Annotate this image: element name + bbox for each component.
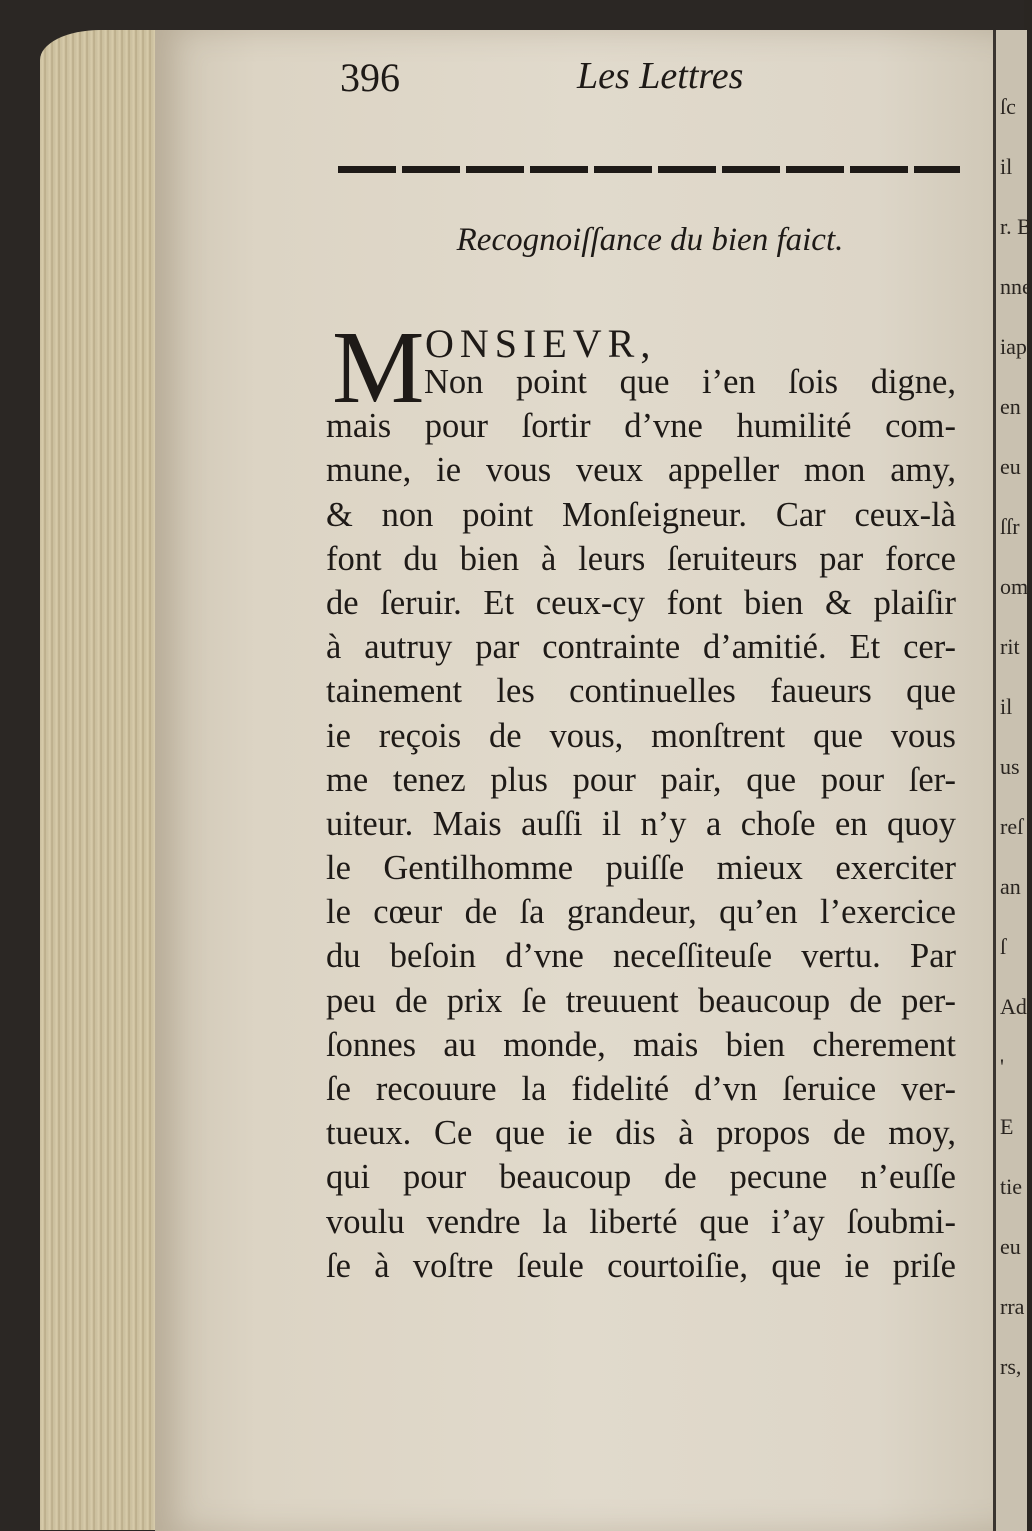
section-title: Recognoiſſance du bien faict. xyxy=(456,222,844,258)
facing-page-edge xyxy=(993,30,1032,1531)
facing-page-fragment: il xyxy=(1000,154,1013,179)
text-line: peu de prix ſe treuuent beaucoup de per- xyxy=(326,981,956,1020)
text-line: ie reçois de vous, monſtrent que vous xyxy=(326,716,956,755)
salutation: ONSIEVR, xyxy=(425,321,657,366)
text-line: le cœur de ſa grandeur, qu’en l’exercice xyxy=(326,893,956,932)
text-line: Non point que i’en ſois digne, xyxy=(424,363,956,401)
text-line: ſe recouure la fidelité d’vn ſeruice ver- xyxy=(326,1070,956,1108)
facing-page-fragment: Ad xyxy=(1000,994,1027,1019)
facing-page-fragment: eu xyxy=(1000,454,1021,479)
text-line: ſe à voſtre ſeule courtoiſie, que ie priſe xyxy=(326,1246,956,1285)
facing-page-fragment: r. B xyxy=(1000,214,1032,239)
facing-page-fragment: E xyxy=(1000,1114,1014,1139)
text-line: mune, ie vous veux appeller mon amy, xyxy=(326,451,956,490)
facing-page-fragment: ſc xyxy=(1000,94,1016,119)
text-line: à autruy par contrainte d’amitié. Et cer- xyxy=(326,628,956,667)
text-line: uiteur. Mais auſſi il n’y a choſe en quoy xyxy=(326,804,956,843)
text-line: & non point Monſeigneur. Car ceux-là xyxy=(326,495,956,534)
text-line: me tenez plus pour pair, que pour ſer- xyxy=(326,760,956,799)
page-header xyxy=(175,48,775,108)
facing-page-fragment: eu xyxy=(1000,1234,1021,1259)
text-line: le Gentilhomme puiſſe mieux exerciter xyxy=(326,849,956,888)
text-line: voulu vendre la liberté que i’ay ſoubmi- xyxy=(326,1202,956,1241)
letter-body xyxy=(326,360,956,1288)
facing-page-fragment: ſ xyxy=(1000,934,1007,959)
text-line: mais pour ſortir d’vne humilité com- xyxy=(326,407,956,446)
facing-page-fragment: an xyxy=(1000,874,1021,899)
text-line: tainement les continuelles faueurs que xyxy=(326,672,956,711)
facing-page-fragment: rra xyxy=(1000,1294,1025,1319)
facing-page-fragment: ' xyxy=(1000,1054,1004,1079)
header-rule xyxy=(338,166,960,173)
page-number: 396 xyxy=(340,55,400,100)
text-line: de ſeruir. Et ceux-cy font bien & plaiſir xyxy=(326,583,956,622)
facing-page-fragment: nne xyxy=(1000,274,1032,299)
text-line: qui pour beaucoup de pecune n’euſſe xyxy=(326,1158,956,1197)
facing-page-fragment: rs, xyxy=(1000,1354,1022,1379)
facing-page-fragment: en xyxy=(1000,394,1021,419)
text-line: tueux. Ce que ie dis à propos de moy, xyxy=(326,1114,956,1153)
facing-page-fragment: iap xyxy=(1000,334,1027,359)
running-head: Les Lettres xyxy=(577,55,744,97)
drop-cap: M xyxy=(332,310,425,425)
facing-page-fragment: il xyxy=(1000,694,1013,719)
text-line: font du bien à leurs ſeruiteurs par force xyxy=(326,539,956,578)
facing-page-fragment: us xyxy=(1000,754,1020,779)
text-line: ſonnes au monde, mais bien cherement xyxy=(326,1025,956,1064)
facing-page-fragment: rit xyxy=(1000,634,1020,659)
facing-page-fragment: ſſr xyxy=(1000,514,1020,539)
facing-page-fragment: om xyxy=(1000,574,1029,599)
facing-page-fragment: tie xyxy=(1000,1174,1022,1199)
facing-page-fragment: reſ xyxy=(1000,814,1024,839)
text-line: du beſoin d’vne neceſſiteuſe vertu. Par xyxy=(326,937,956,976)
